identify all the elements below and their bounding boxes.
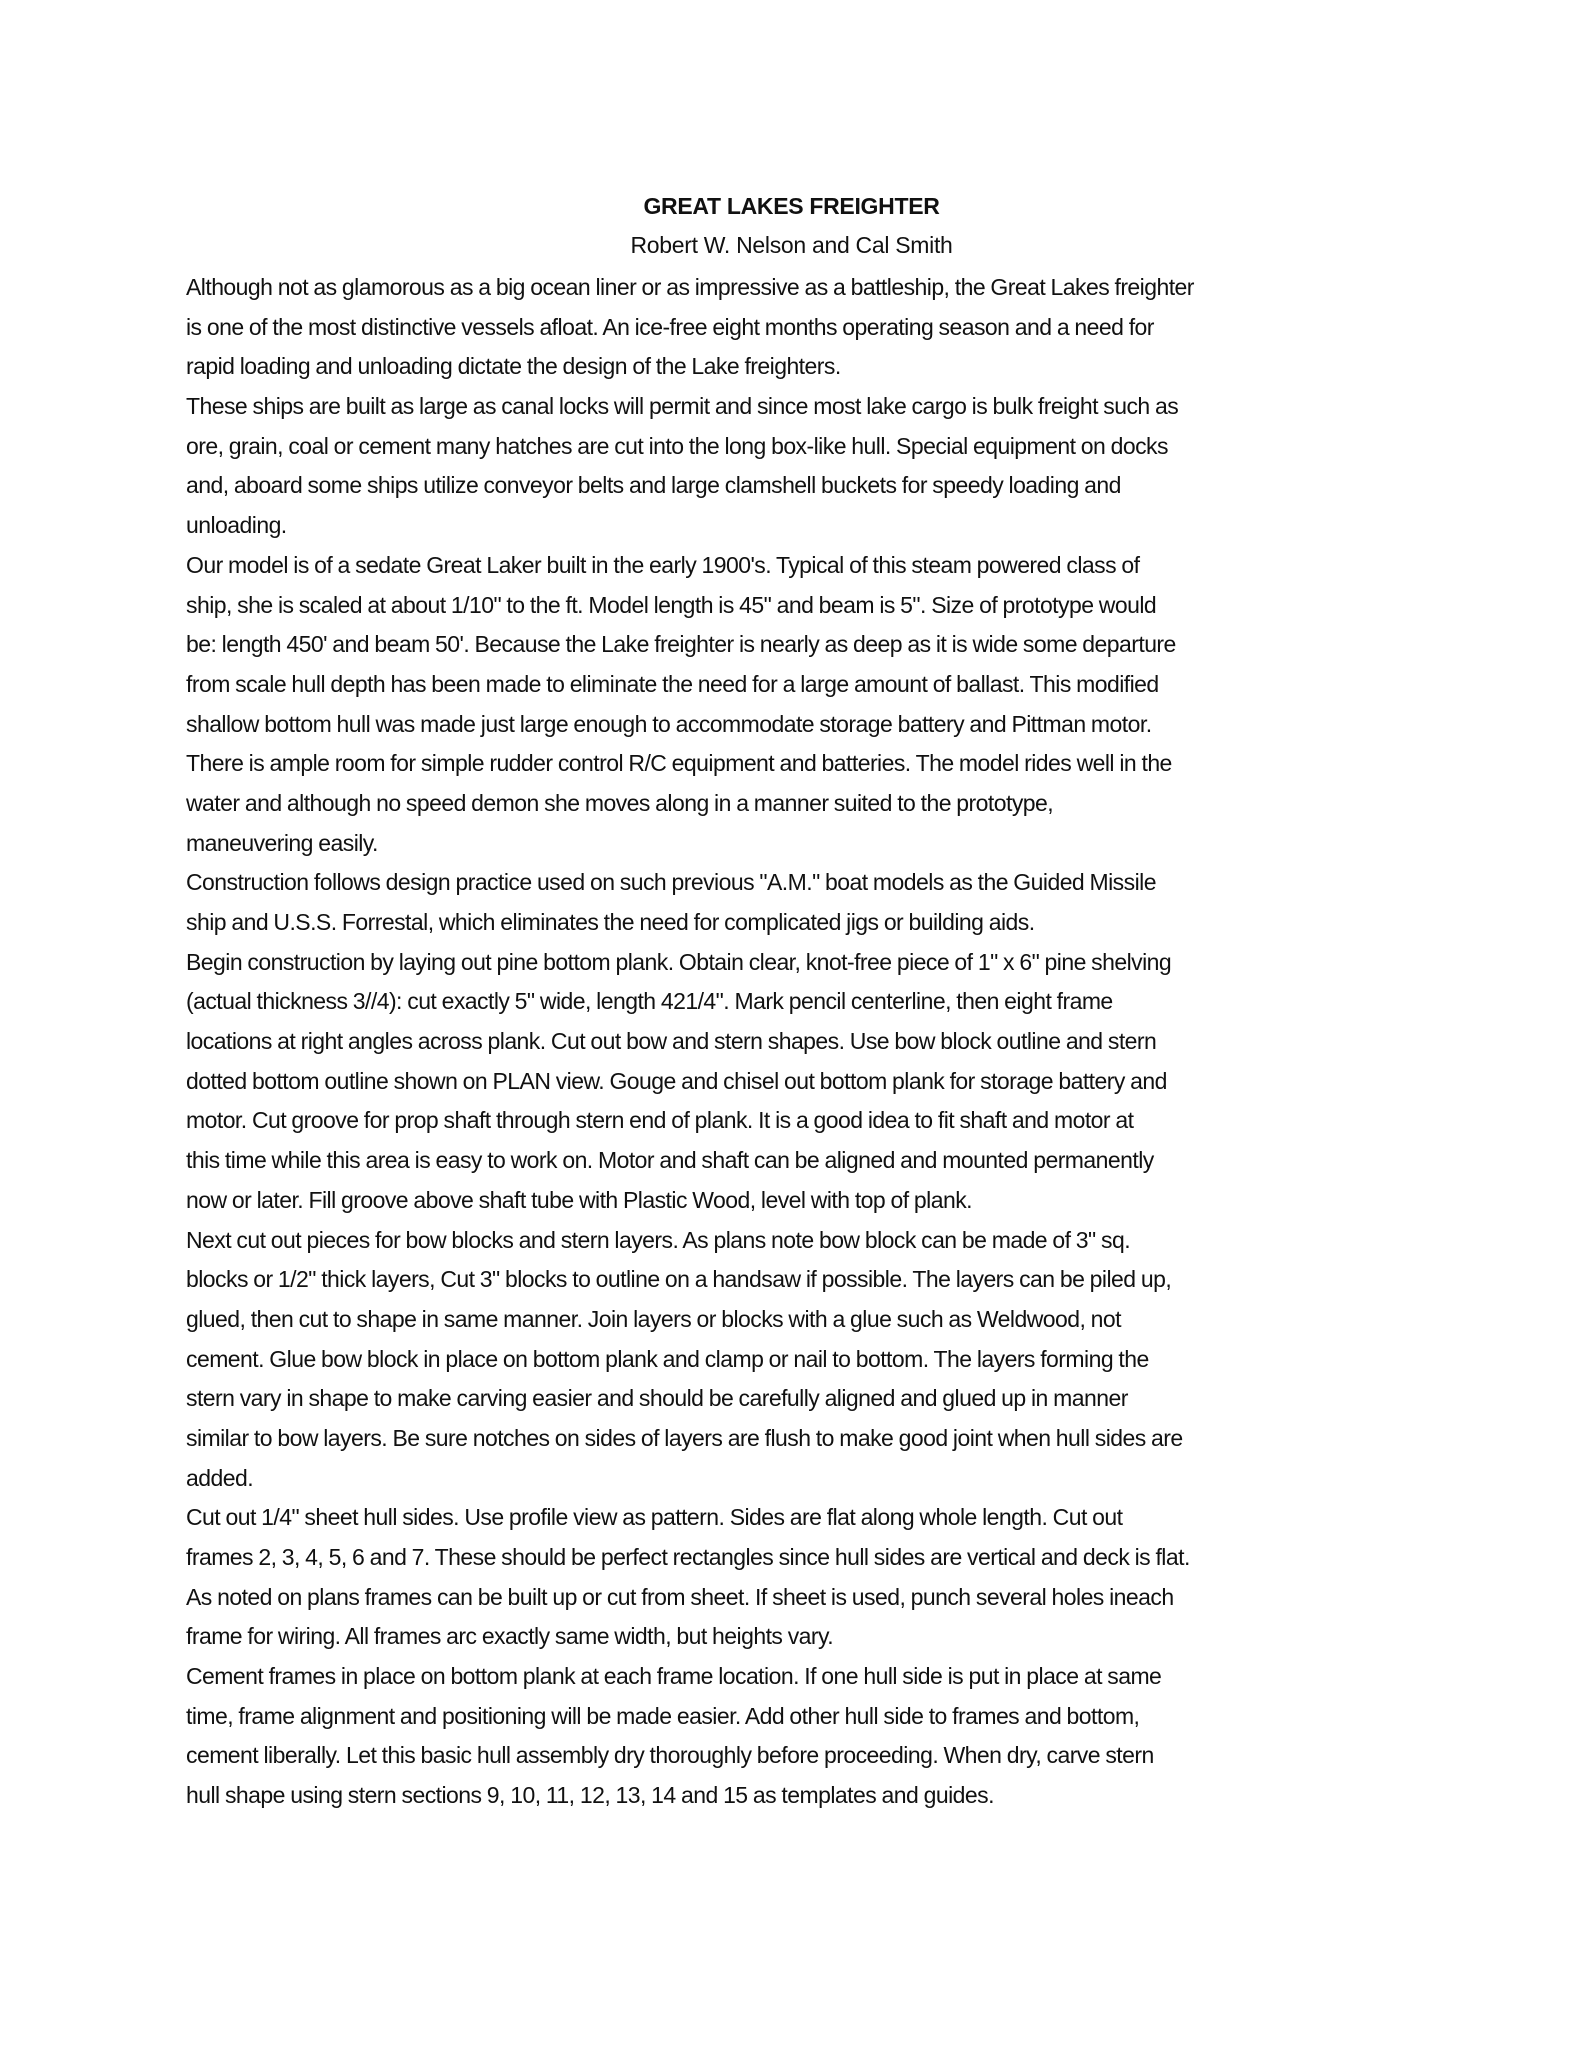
- text-line: frame for wiring. All frames arc exactly same width, but heights vary.: [186, 1623, 834, 1650]
- text-line: shallow bottom hull was made just large enough to accommodate storage battery and Pittman motor.: [186, 710, 1152, 737]
- text-line: and, aboard some ships utilize conveyor belts and large clamshell buckets for speedy loading and: [186, 472, 1121, 499]
- text-line: glued, then cut to shape in same manner. Join layers or blocks with a glue such as Weldwood, not: [186, 1305, 1122, 1332]
- text-line: be: length 450' and beam 50'. Because the Lake freighter is nearly as deep as it is wide some departure: [186, 631, 1176, 658]
- text-line: Next cut out pieces for bow blocks and stern layers. As plans note bow block can be made of 3" sq.: [186, 1226, 1131, 1253]
- paragraph: [186, 863, 1436, 942]
- paragraph: [186, 1657, 1436, 1816]
- text-line: water and although no speed demon she moves along in a manner suited to the prototype,: [186, 789, 1054, 816]
- text-line: this time while this area is easy to work on. Motor and shaft can be aligned and mounted permanently: [186, 1147, 1154, 1174]
- text-line: Our model is of a sedate Great Laker built in the early 1900's. Typical of this steam powered class of: [186, 551, 1140, 578]
- text-line: cement liberally. Let this basic hull assembly dry thoroughly before proceeding. When dry, carve stern: [186, 1742, 1154, 1769]
- text-line: from scale hull depth has been made to eliminate the need for a large amount of ballast. This modified: [186, 670, 1159, 697]
- text-line: locations at right angles across plank. Cut out bow and stern shapes. Use bow block outline and stern: [186, 1028, 1157, 1055]
- text-line: Begin construction by laying out pine bottom plank. Obtain clear, knot-free piece of 1" x 6" pine shelving: [186, 948, 1172, 975]
- text-line: added.: [186, 1464, 254, 1491]
- text-line: blocks or 1/2" thick layers, Cut 3" blocks to outline on a handsaw if possible. The layers can be piled up,: [186, 1266, 1172, 1293]
- text-line: is one of the most distinctive vessels afloat. An ice-free eight months operating season and a need for: [186, 313, 1154, 340]
- paragraph: [186, 943, 1436, 1221]
- text-line: Construction follows design practice used on such previous "A.M." boat models as the Guided Missile: [186, 869, 1156, 896]
- text-line: Cement frames in place on bottom plank at each frame location. If one hull side is put in place at same: [186, 1663, 1162, 1690]
- text-line: frames 2, 3, 4, 5, 6 and 7. These should be perfect rectangles since hull sides are vertical and deck is flat.: [186, 1544, 1190, 1570]
- text-line: As noted on plans frames can be built up or cut from sheet. If sheet is used, punch several holes ineach: [186, 1583, 1174, 1610]
- text-line: motor. Cut groove for prop shaft through stern end of plank. It is a good idea to fit shaft and motor at: [186, 1107, 1134, 1134]
- text-line: time, frame alignment and positioning will be made easier. Add other hull side to frames and bottom,: [186, 1702, 1140, 1729]
- text-line: Although not as glamorous as a big ocean liner or as impressive as a battleship, the Great Lakes freighter: [186, 274, 1194, 300]
- text-line: ore, grain, coal or cement many hatches are cut into the long box-like hull. Special equipment on docks: [186, 432, 1168, 459]
- text-line: ship, she is scaled at about 1/10" to the ft. Model length is 45" and beam is 5". Size of prototype would: [186, 591, 1157, 618]
- document-title: GREAT LAKES FREIGHTER: [643, 193, 940, 219]
- text-line: (actual thickness 3//4): cut exactly 5" wide, length 421/4". Mark pencil centerline, then eight frame: [186, 988, 1113, 1015]
- document-authors: Robert W. Nelson and Cal Smith: [630, 232, 953, 258]
- text-line: rapid loading and unloading dictate the design of the Lake freighters.: [186, 353, 841, 380]
- paragraph: [186, 1221, 1436, 1499]
- text-line: Cut out 1/4" sheet hull sides. Use profile view as pattern. Sides are flat along whole length. Cut out: [186, 1504, 1123, 1531]
- text-line: unloading.: [186, 512, 287, 539]
- text-line: hull shape using stern sections 9, 10, 11, 12, 13, 14 and 15 as templates and guides.: [186, 1782, 994, 1809]
- text-line: ship and U.S.S. Forrestal, which eliminates the need for complicated jigs or building aids.: [186, 909, 1035, 935]
- text-line: maneuvering easily.: [186, 829, 378, 856]
- text-line: dotted bottom outline shown on PLAN view. Gouge and chisel out bottom plank for storage battery and: [186, 1067, 1167, 1094]
- text-line: cement. Glue bow block in place on bottom plank and clamp or nail to bottom. The layers forming the: [186, 1345, 1149, 1372]
- paragraph: [186, 546, 1436, 864]
- paragraph: [186, 1498, 1436, 1657]
- document-body: [186, 268, 1436, 1816]
- text-line: There is ample room for simple rudder control R/C equipment and batteries. The model rides well in the: [186, 750, 1172, 777]
- text-line: These ships are built as large as canal locks will permit and since most lake cargo is bulk freight such as: [186, 393, 1179, 420]
- paragraph: [186, 268, 1436, 387]
- paragraph: [186, 387, 1436, 546]
- text-line: similar to bow layers. Be sure notches on sides of layers are flush to make good joint when hull sides are: [186, 1424, 1183, 1451]
- text-line: stern vary in shape to make carving easier and should be carefully aligned and glued up in manner: [186, 1385, 1128, 1412]
- text-line: now or later. Fill groove above shaft tube with Plastic Wood, level with top of plank.: [186, 1186, 972, 1213]
